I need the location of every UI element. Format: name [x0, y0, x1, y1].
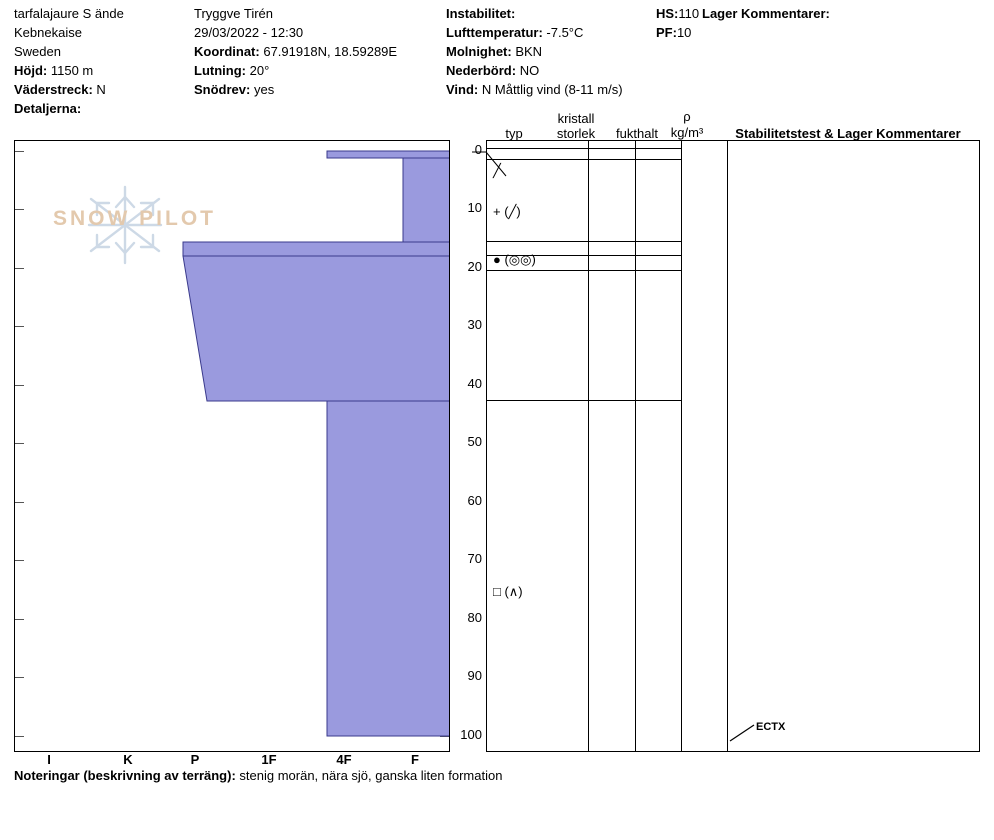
panel-stability-tests[interactable]	[727, 140, 980, 752]
profile-header	[0, 0, 994, 116]
panel-grain-type	[486, 140, 588, 752]
depth-tick-label: 10	[467, 200, 482, 215]
layer-boundary	[589, 241, 635, 242]
header-row	[14, 23, 194, 42]
depth-tick-label: 40	[467, 376, 482, 391]
grain-symbol: ╱	[493, 163, 501, 178]
grain-symbol: ● (◎◎)	[493, 252, 536, 267]
depth-tick-label: 30	[467, 317, 482, 332]
header-row	[14, 4, 194, 23]
depth-tick-label: 70	[467, 551, 482, 566]
header-row	[446, 80, 658, 99]
coordinate-label: Koordinat:	[194, 44, 260, 59]
layer-comments-label: Lager Kommentarer:	[702, 6, 830, 21]
header-row	[656, 23, 702, 42]
header-row	[446, 23, 658, 42]
column-header-storlek: storlek	[556, 126, 596, 141]
elevation-label: Höjd:	[14, 63, 48, 78]
grain-symbol: □ (∧)	[493, 584, 523, 599]
header-row	[194, 23, 442, 42]
cloud-cover-value: BKN	[515, 44, 543, 59]
terrain-notes-label: Noteringar (beskrivning av terräng):	[14, 768, 236, 783]
snow-profile-plot	[14, 140, 980, 752]
header-row	[702, 4, 992, 23]
header-row	[656, 4, 702, 23]
header-column-snowdepth	[656, 4, 702, 42]
layer-boundary	[636, 148, 681, 149]
drifting-snow-value: yes	[253, 82, 275, 97]
terrain-notes-value: stenig morän, nära sjö, ganska liten formation	[239, 768, 503, 783]
header-row	[194, 42, 442, 61]
column-header-kristall: kristall	[557, 111, 595, 126]
depth-tick-label: 60	[467, 493, 482, 508]
layer-boundary	[636, 400, 681, 401]
panel-moisture	[635, 140, 681, 752]
hardness-graph	[14, 140, 450, 752]
slope-value: 20°	[249, 63, 270, 78]
panel-grain-size	[588, 140, 635, 752]
layer-boundary	[487, 400, 588, 401]
layer-boundary	[589, 148, 635, 149]
country-name: Sweden	[14, 44, 61, 59]
layer-boundary	[589, 255, 635, 256]
layer-boundary	[487, 241, 588, 242]
hardness-label: 1F	[261, 752, 277, 767]
header-row	[194, 4, 442, 23]
slope-label: Lutning:	[194, 63, 246, 78]
header-row	[446, 61, 658, 80]
air-temp-label: Lufttemperatur:	[446, 25, 543, 40]
pf-value: 10	[676, 25, 692, 40]
column-header-typ: typ	[505, 126, 523, 141]
cloud-cover-label: Molnighet:	[446, 44, 512, 59]
header-row	[194, 80, 442, 99]
drifting-snow-label: Snödrev:	[194, 82, 251, 97]
depth-axis	[450, 140, 486, 752]
hardness-label: P	[190, 752, 200, 767]
depth-tick-label: 90	[467, 668, 482, 683]
hardness-label: F	[411, 752, 419, 767]
precip-label: Nederbörd:	[446, 63, 517, 78]
observer-name: Tryggve Tirén	[194, 6, 273, 21]
panel-density	[681, 140, 727, 752]
header-row	[446, 42, 658, 61]
wind-label: Vind:	[446, 82, 479, 97]
wind-value: N Måttlig vind (8-11 m/s)	[481, 82, 623, 97]
layer-boundary	[487, 270, 588, 271]
layer-boundary	[589, 159, 635, 160]
depth-tick-label: 50	[467, 434, 482, 449]
header-row	[194, 61, 442, 80]
site-name: tarfalajaure S ände	[14, 6, 124, 21]
layer-boundary	[589, 270, 635, 271]
grain-symbol: + (╱)	[493, 204, 521, 219]
header-column-observer	[194, 4, 442, 99]
layer-boundary	[589, 400, 635, 401]
layer-boundary	[636, 241, 681, 242]
depth-tick-label: 100	[460, 727, 482, 742]
column-header-rho: ρ	[683, 109, 691, 124]
header-column-weather	[446, 4, 658, 99]
layer-boundary	[636, 255, 681, 256]
surface-layer-boundary-icon	[472, 148, 512, 182]
ectx-label: ECTX	[756, 721, 786, 733]
aspect-value: N	[96, 82, 106, 97]
air-temp-value: -7.5°C	[546, 25, 584, 40]
depth-tick-label: 80	[467, 610, 482, 625]
details-label: Detaljerna:	[14, 101, 82, 116]
column-header-fukthalt: fukthalt	[616, 126, 658, 141]
datetime-value: 29/03/2022 - 12:30	[194, 25, 304, 40]
watermark-text: SNOW PILOT	[53, 207, 216, 230]
column-headers	[0, 108, 994, 140]
header-row	[14, 42, 194, 61]
column-header-rho-unit: kg/m³	[670, 125, 704, 140]
coordinate-value: 67.91918N, 18.59289E	[263, 44, 398, 59]
depth-tick-label: 20	[467, 259, 482, 274]
layer-boundary	[636, 159, 681, 160]
aspect-label: Väderstreck:	[14, 82, 93, 97]
depth-tick-label: 0	[474, 142, 482, 157]
header-column-location	[14, 4, 194, 118]
pf-label: PF:	[656, 25, 677, 40]
header-row	[14, 61, 194, 80]
elevation-value: 1150 m	[50, 63, 94, 78]
instability-label: Instabilitet:	[446, 6, 516, 21]
hardness-label: 4F	[336, 752, 352, 767]
precip-value: NO	[519, 63, 540, 78]
layer-data-panels	[486, 140, 980, 752]
region-name: Kebnekaise	[14, 25, 82, 40]
header-row	[446, 4, 658, 23]
header-column-layer-comments	[702, 4, 992, 23]
hardness-label: K	[123, 752, 133, 767]
hs-label: HS:	[656, 6, 679, 21]
header-row	[14, 80, 194, 99]
hardness-label: I	[47, 752, 51, 767]
terrain-notes	[14, 768, 974, 788]
layer-boundary	[636, 270, 681, 271]
hardness-profile-shape	[15, 141, 450, 752]
column-header-stability: Stabilitetstest & Lager Kommentarer	[735, 126, 961, 141]
hs-value: 110	[678, 6, 700, 21]
